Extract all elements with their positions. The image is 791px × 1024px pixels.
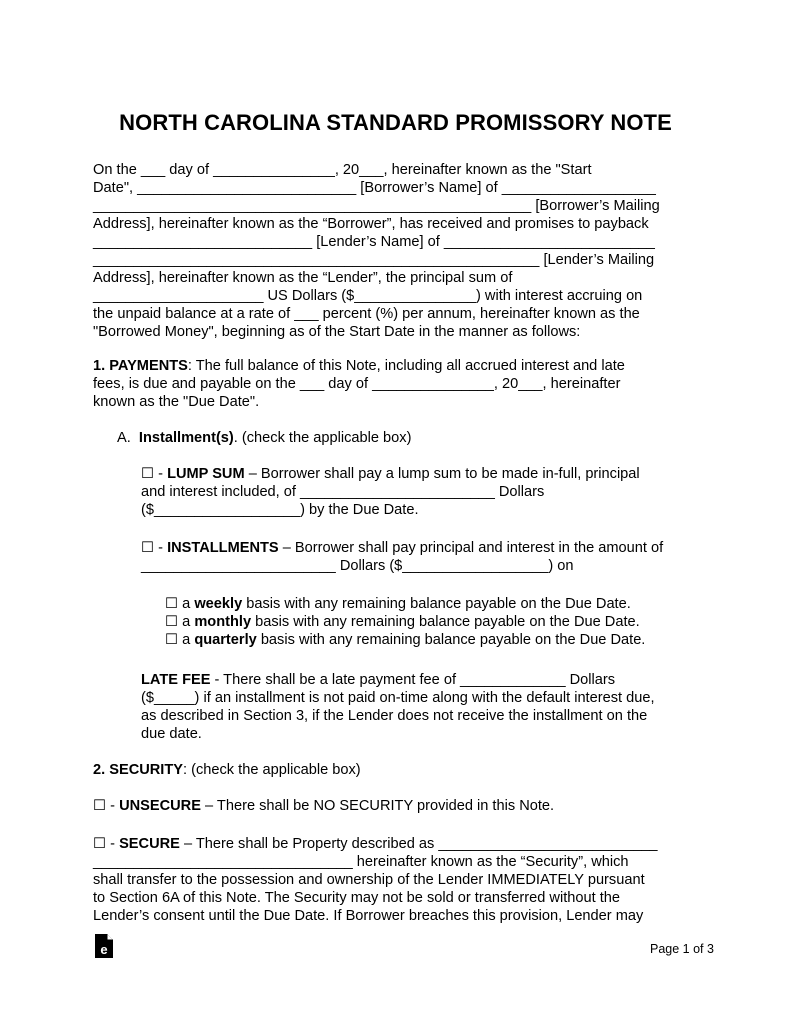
page-number: Page 1 of 3 xyxy=(650,942,714,956)
lump-sum-checkbox[interactable]: ☐ - xyxy=(141,466,168,482)
secure-line-1 xyxy=(93,836,658,853)
secure-line-4: to Section 6A of this Note. The Security may not be sold or transferred without the xyxy=(93,890,621,906)
intro-line-9: the unpaid balance at a rate of ___ percent (%) per annum, hereinafter known as the xyxy=(93,306,640,322)
secure-line-3: shall transfer to the possession and ownership of the Lender IMMEDIATELY pursuant xyxy=(93,872,645,888)
lump-sum-line-1 xyxy=(141,466,640,483)
intro-line-1: On the ___ day of _______________, 20___, hereinafter known as the "Start xyxy=(93,162,592,178)
weekly-checkbox[interactable]: ☐ a xyxy=(165,596,195,612)
intro-line-8: _____________________ US Dollars ($_______________) with interest accruing on xyxy=(93,288,643,304)
monthly-text: basis with any remaining balance payable on the Due Date. xyxy=(251,614,640,630)
lump-sum-heading: LUMP SUM xyxy=(167,466,245,482)
secure-text: – There shall be Property described as ___________________________ xyxy=(179,836,658,852)
late-fee-line-3: as described in Section 3, if the Lender does not receive the installment on the xyxy=(141,708,648,724)
security-instruction: : (check the applicable box) xyxy=(183,762,361,778)
eforms-logo-icon xyxy=(93,933,115,959)
intro-line-4: Address], hereinafter known as the “Borrower”, has received and promises to payback xyxy=(93,216,649,232)
weekly-text: basis with any remaining balance payable on the Due Date. xyxy=(242,596,631,612)
lump-sum-line-2: and interest included, of ________________________ Dollars xyxy=(141,484,545,500)
intro-line-10: "Borrowed Money", beginning as of the Start Date in the manner as follows: xyxy=(93,324,581,340)
payments-line-3: known as the "Due Date". xyxy=(93,394,260,410)
intro-line-2: Date", ___________________________ [Borrower’s Name] of ___________________ xyxy=(93,180,656,196)
weekly-label: weekly xyxy=(194,596,243,612)
unsecure-line xyxy=(93,798,554,815)
svg-text:e: e xyxy=(100,942,108,957)
quarterly-text: basis with any remaining balance payable on the Due Date. xyxy=(256,632,646,648)
monthly-label: monthly xyxy=(194,614,252,630)
secure-line-5: Lender’s consent until the Due Date. If Borrower breaches this provision, Lender may xyxy=(93,908,644,924)
late-fee-line-1 xyxy=(141,672,615,689)
installments-option-text: – Borrower shall pay principal and interest in the amount of xyxy=(278,540,664,556)
late-fee-line-2: ($_____) if an installment is not paid on-time along with the default interest due, xyxy=(141,690,655,706)
unsecure-checkbox[interactable]: ☐ - xyxy=(93,798,120,814)
unsecure-heading: UNSECURE xyxy=(119,798,201,814)
installments-section-line xyxy=(117,430,411,447)
frequency-quarterly[interactable] xyxy=(165,632,645,649)
installments-instruction: . (check the applicable box) xyxy=(233,430,412,446)
installments-heading: Installment(s) xyxy=(138,430,234,446)
installments-option-line-2: ________________________ Dollars ($__________________) on xyxy=(141,558,574,574)
payments-heading: 1. PAYMENTS xyxy=(93,358,188,374)
payments-line-2: fees, is due and payable on the ___ day of _______________, 20___, hereinafter xyxy=(93,376,621,392)
installments-checkbox[interactable]: ☐ - xyxy=(141,540,168,556)
unsecure-text: – There shall be NO SECURITY provided in this Note. xyxy=(200,798,555,814)
secure-heading: SECURE xyxy=(119,836,180,852)
frequency-monthly[interactable] xyxy=(165,614,640,631)
intro-line-5: ___________________________ [Lender’s Name] of __________________________ xyxy=(93,234,655,250)
quarterly-checkbox[interactable]: ☐ a xyxy=(165,632,195,648)
intro-line-7: Address], hereinafter known as the “Lender”, the principal sum of xyxy=(93,270,513,286)
late-fee-line-4: due date. xyxy=(141,726,202,742)
lump-sum-line-3: ($__________________) by the Due Date. xyxy=(141,502,419,518)
intro-line-6: _______________________________________________________ [Lender’s Mailing xyxy=(93,252,655,268)
installments-prefix: A. xyxy=(117,430,139,446)
intro-line-3: ______________________________________________________ [Borrower’s Mailing xyxy=(93,198,660,214)
late-fee-heading: LATE FEE xyxy=(141,672,211,688)
late-fee-text: - There shall be a late payment fee of _____________ Dollars xyxy=(210,672,616,688)
installments-option-heading: INSTALLMENTS xyxy=(167,540,279,556)
security-line xyxy=(93,762,361,779)
installments-option-line-1 xyxy=(141,540,663,557)
document-title: NORTH CAROLINA STANDARD PROMISSORY NOTE xyxy=(119,110,672,135)
monthly-checkbox[interactable]: ☐ a xyxy=(165,614,195,630)
secure-checkbox[interactable]: ☐ - xyxy=(93,836,120,852)
frequency-weekly[interactable] xyxy=(165,596,631,613)
payments-text: : The full balance of this Note, including all accrued interest and late xyxy=(187,358,625,374)
lump-sum-text: – Borrower shall pay a lump sum to be made in-full, principal xyxy=(244,466,640,482)
secure-line-2: ________________________________ hereinafter known as the “Security”, which xyxy=(93,854,629,870)
quarterly-label: quarterly xyxy=(194,632,257,648)
security-heading: 2. SECURITY xyxy=(93,762,184,778)
payments-line-1 xyxy=(93,358,625,375)
